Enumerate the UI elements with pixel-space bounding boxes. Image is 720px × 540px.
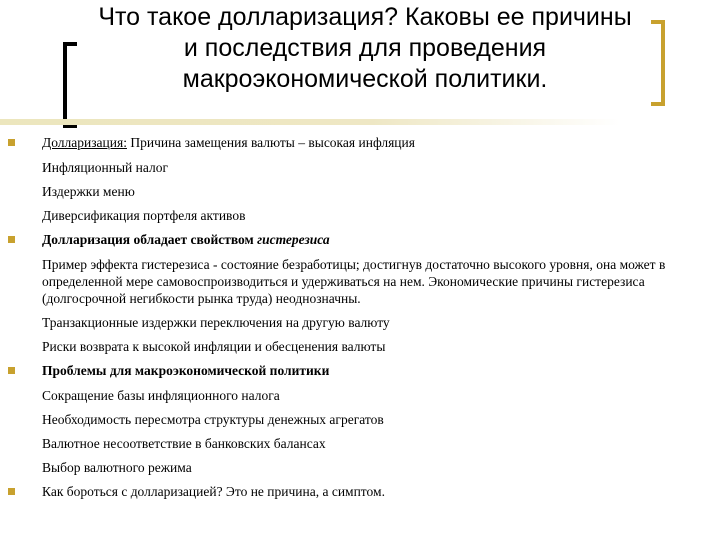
sub-item-portfolio-diversification — [8, 207, 698, 224]
dollarization-label: Долларизация: — [42, 135, 127, 150]
sub-item-inflation-risks — [8, 338, 698, 355]
sub-item-hysteresis-example — [8, 256, 698, 307]
sub-item-menu-costs — [8, 183, 698, 200]
title-line-1: Что такое долларизация? Каковы ее причины — [98, 3, 632, 31]
fight-dollarization-text: Как бороться с долларизацией? Это не причина, а симптом. — [42, 484, 385, 499]
sub-item-text: Валютное несоответствие в банковских балансах — [42, 436, 326, 451]
sub-item-text: Транзакционные издержки переключения на другую валюту — [42, 315, 390, 330]
sub-item-text: Диверсификация портфеля активов — [42, 208, 246, 223]
bullet-dollarization — [8, 134, 698, 151]
sub-item-text: Риски возврата к высокой инфляции и обесценения валюты — [42, 339, 386, 354]
sub-item-text: Издержки меню — [42, 184, 135, 199]
bullet-square-icon — [8, 367, 15, 374]
left-bracket-decoration — [63, 42, 77, 128]
sub-item-text: Инфляционный налог — [42, 160, 169, 175]
slide-title — [80, 2, 650, 95]
bullet-policy-problems — [8, 362, 698, 379]
sub-item-currency-mismatch — [8, 435, 698, 452]
title-line-2: и последствия для проведения — [183, 34, 547, 62]
bullet-square-icon — [8, 139, 15, 146]
bullet-fight-dollarization — [8, 483, 698, 500]
sub-item-tax-base — [8, 387, 698, 404]
policy-problems-heading: Проблемы для макроэкономической политики — [42, 363, 330, 378]
title-line-3: макроэкономической политики. — [182, 65, 548, 93]
bullet-square-icon — [8, 488, 15, 495]
slide-content — [8, 134, 698, 508]
hysteresis-term: гистерезиса — [257, 232, 330, 247]
right-bracket-decoration — [651, 20, 665, 106]
bullet-square-icon — [8, 236, 15, 243]
sub-item-text: Необходимость пересмотра структуры денежных агрегатов — [42, 412, 384, 427]
sub-item-text: Сокращение базы инфляционного налога — [42, 388, 280, 403]
bullet-hysteresis — [8, 231, 698, 248]
sub-item-text: Выбор валютного режима — [42, 460, 192, 475]
sub-item-inflation-tax — [8, 159, 698, 176]
sub-item-text: Пример эффекта гистерезиса - состояние безработицы; достигнув достаточно высокого уровня, она может в определенной мере самовоспроизводиться и удерживаться на нем. Экономические причины гистерезиса (долгосрочной негибкости рынка труда) неоднозначны. — [42, 257, 666, 306]
hysteresis-heading: Долларизация обладает свойством — [42, 232, 258, 247]
dollarization-cause: Причина замещения валюты – высокая инфляция — [126, 135, 415, 150]
sub-item-monetary-aggregates — [8, 411, 698, 428]
title-divider — [0, 119, 620, 125]
sub-item-exchange-regime — [8, 459, 698, 476]
sub-item-transaction-costs — [8, 314, 698, 331]
